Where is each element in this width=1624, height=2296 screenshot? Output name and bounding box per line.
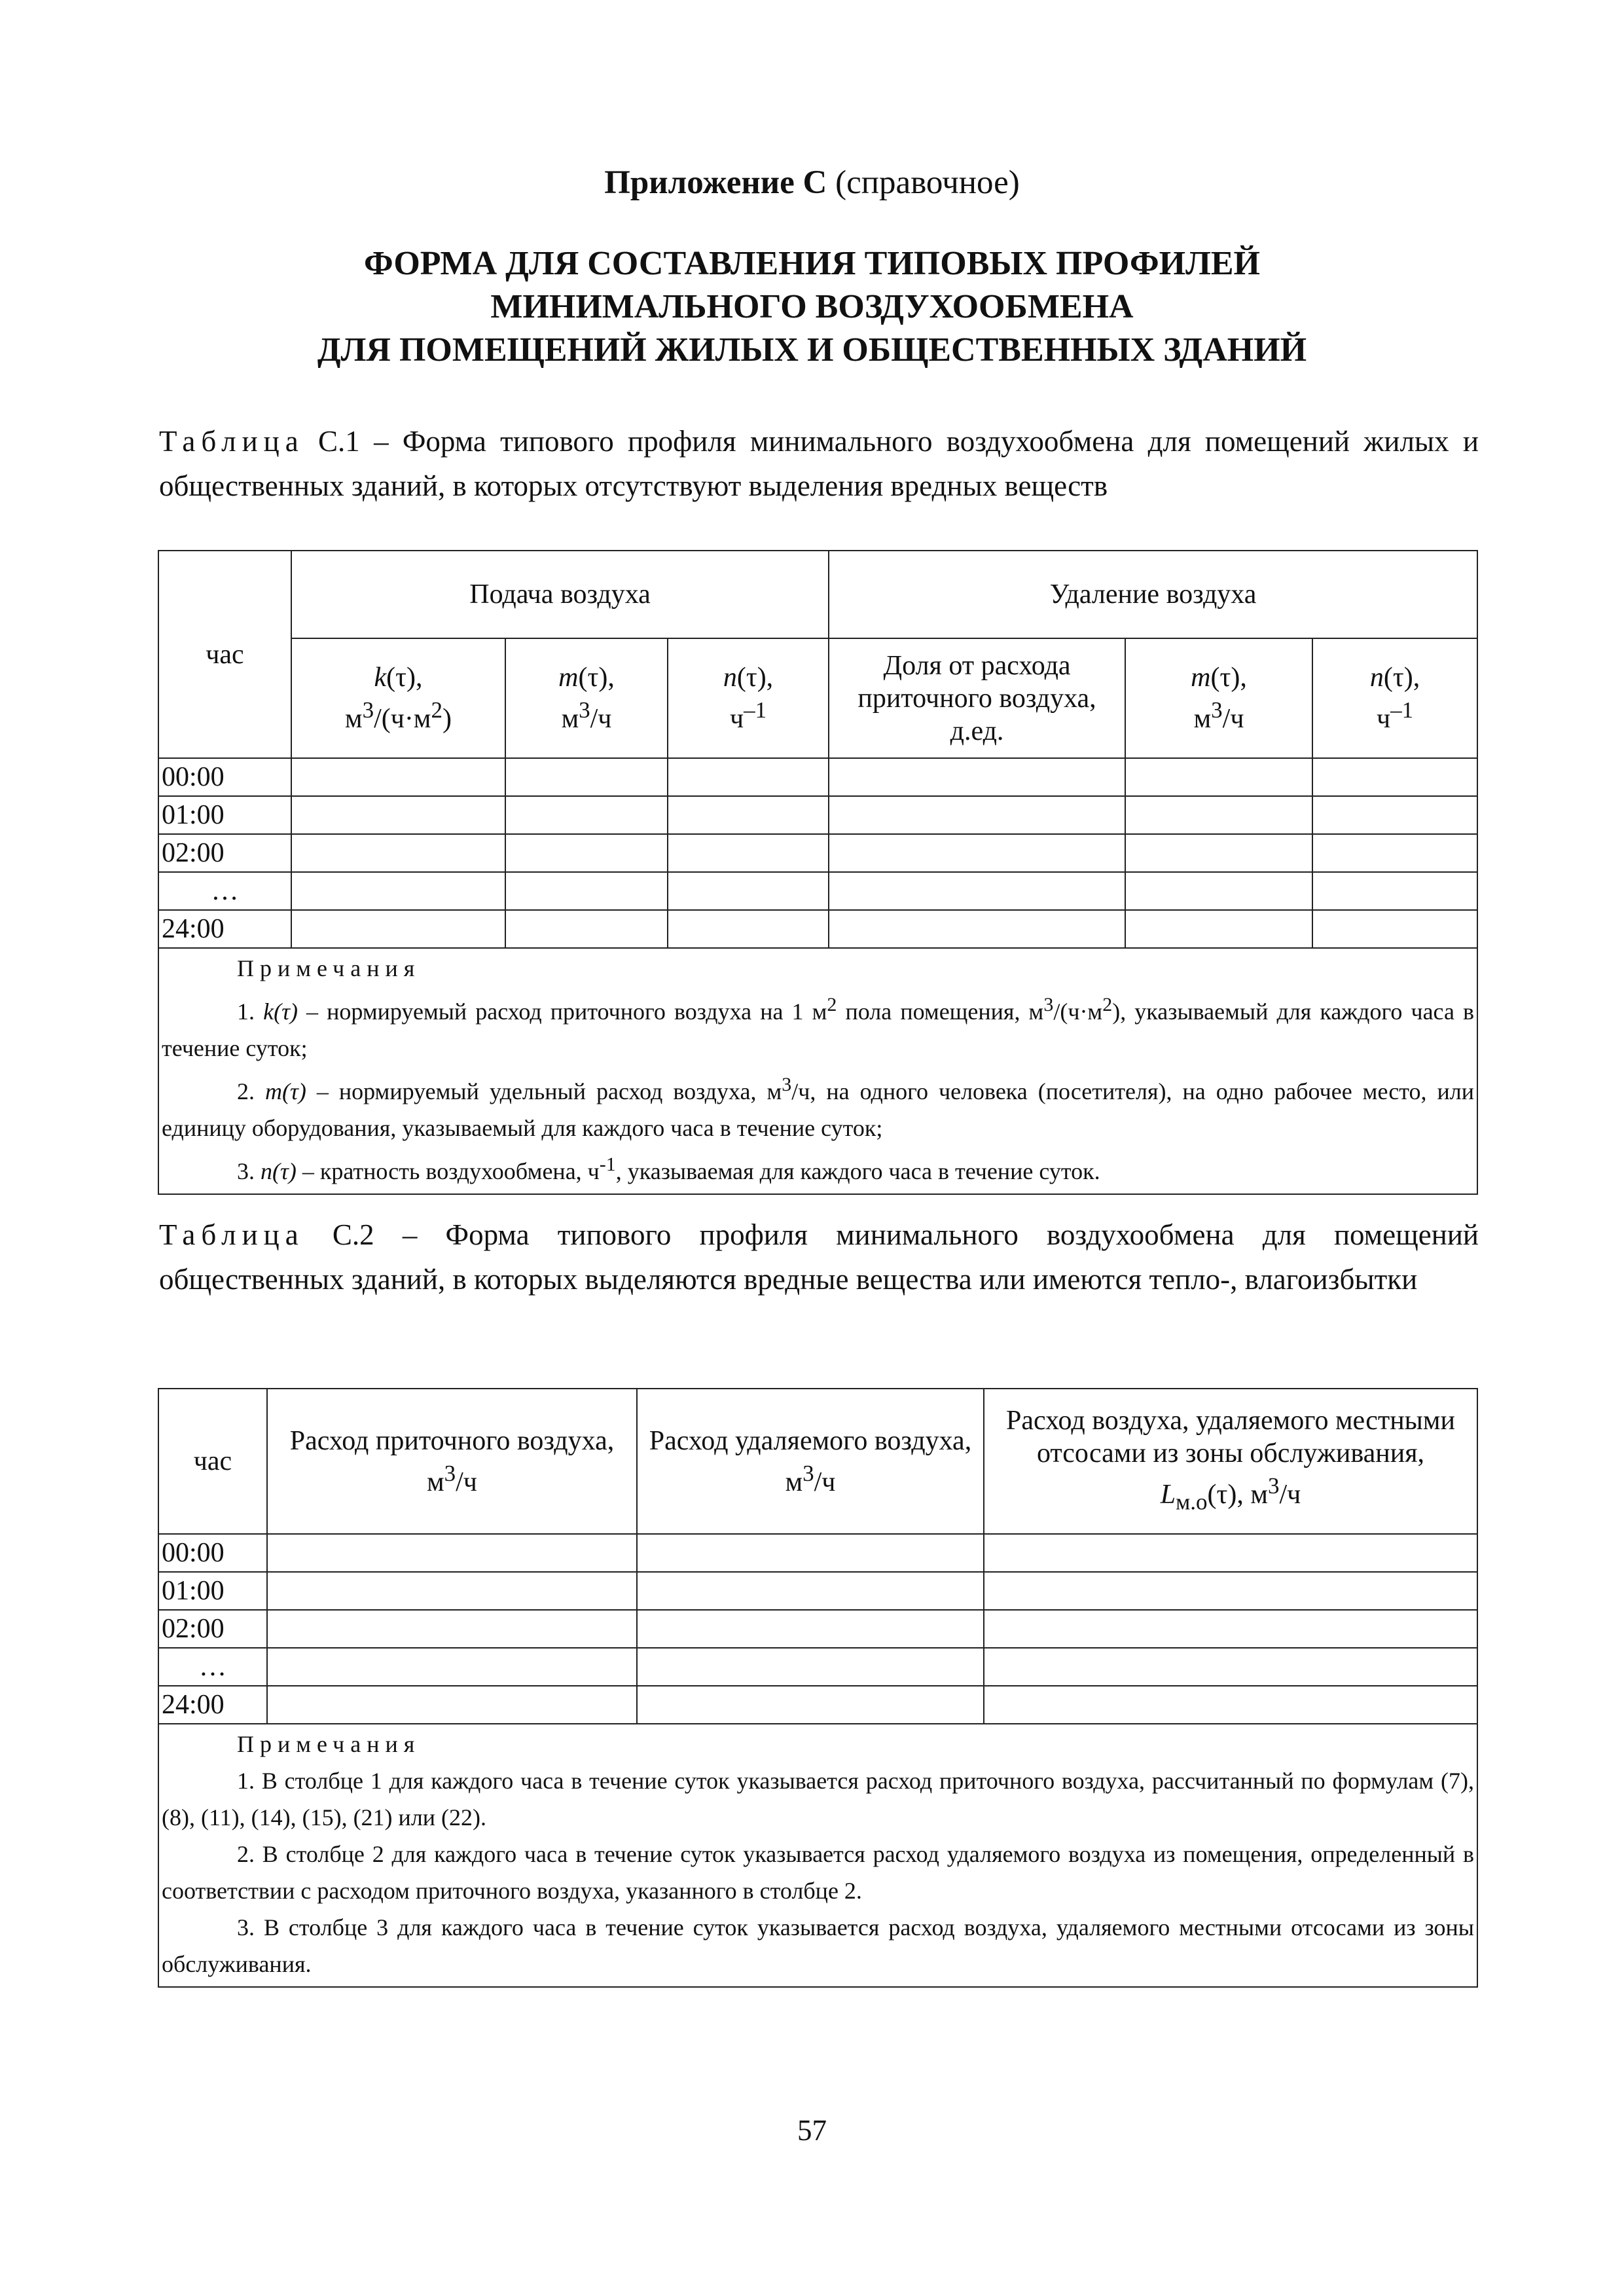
entry-cell[interactable]: [829, 834, 1125, 872]
hour-header: час: [158, 1389, 267, 1534]
appendix-label: Приложение С: [604, 164, 827, 201]
table2-caption: [159, 1212, 1479, 1302]
entry-cell[interactable]: [505, 910, 668, 948]
note-item: 1. k(τ) – нормируемый расход приточного воздуха на 1 $м^2$ пола помещения, $м^3/(ч\cdot м^2)$, указываемый для каждого часа в течение суток;: [162, 994, 1475, 1061]
entry-cell[interactable]: [984, 1686, 1477, 1724]
table-row: [158, 796, 1477, 834]
hour-cell: …: [158, 872, 291, 910]
table1: [158, 550, 1478, 1195]
entry-cell[interactable]: [637, 1686, 984, 1724]
table-row: [158, 1534, 1477, 1572]
notes-cell: [158, 948, 1477, 1194]
entry-cell[interactable]: [668, 834, 829, 872]
entry-cell[interactable]: [1312, 758, 1477, 796]
table-row: [158, 872, 1477, 910]
entry-cell[interactable]: [1312, 872, 1477, 910]
entry-cell[interactable]: [637, 1648, 984, 1686]
caption-word: Таблица: [159, 425, 304, 458]
entry-cell[interactable]: [1125, 796, 1312, 834]
caption-word: Таблица: [159, 1218, 304, 1251]
entry-cell[interactable]: [1125, 758, 1312, 796]
entry-cell[interactable]: [829, 910, 1125, 948]
note-item: 2. m(τ) – нормируемый удельный расход воздуха, $м^3/ч$, на одного человека (посетителя), на одно рабочее место, или единицу оборудования, указываемый для каждого часа в течение суток;: [162, 1074, 1475, 1141]
entry-cell[interactable]: [668, 910, 829, 948]
title-line: ФОРМА ДЛЯ СОСТАВЛЕНИЯ ТИПОВЫХ ПРОФИЛЕЙ: [364, 245, 1260, 282]
table-row: [158, 1648, 1477, 1686]
supply-header: Подача воздуха: [291, 551, 829, 638]
table-row: [158, 1610, 1477, 1648]
entry-cell[interactable]: [505, 834, 668, 872]
entry-cell[interactable]: [668, 758, 829, 796]
entry-cell[interactable]: [1125, 834, 1312, 872]
entry-cell[interactable]: [637, 1534, 984, 1572]
col-n: n(τ), $ч^{-1}$: [668, 638, 829, 758]
entry-cell[interactable]: [291, 758, 505, 796]
removal-header: Удаление воздуха: [829, 551, 1477, 638]
notes-row: [158, 948, 1477, 1194]
hour-cell: 01:00: [158, 1572, 267, 1610]
entry-cell[interactable]: [291, 796, 505, 834]
hour-cell: 00:00: [158, 1534, 267, 1572]
col-removal: Расход удаляемого воздуха, $м^3/ч$: [637, 1389, 984, 1534]
notes-cell: [158, 1724, 1477, 1987]
entry-cell[interactable]: [984, 1572, 1477, 1610]
hour-cell: 00:00: [158, 758, 291, 796]
table-row: [158, 1686, 1477, 1724]
col-n-removal: n(τ), $ч^{-1}$: [1312, 638, 1477, 758]
notes-heading: Примечания: [237, 955, 421, 981]
entry-cell[interactable]: [668, 872, 829, 910]
entry-cell[interactable]: [267, 1610, 637, 1648]
title-line: МИНИМАЛЬНОГО ВОЗДУХООБМЕНА: [490, 288, 1134, 325]
entry-cell[interactable]: [1125, 872, 1312, 910]
notes-heading: Примечания: [237, 1731, 421, 1757]
note-item: 3. n(τ) – кратность воздухообмена, $ч^{-1}$, указываемая для каждого часа в течение суток.: [237, 1154, 1100, 1184]
entry-cell[interactable]: [267, 1686, 637, 1724]
entry-cell[interactable]: [505, 796, 668, 834]
entry-cell[interactable]: [1312, 834, 1477, 872]
entry-cell[interactable]: [291, 834, 505, 872]
entry-cell[interactable]: [829, 758, 1125, 796]
page-title: [0, 242, 1624, 372]
entry-cell[interactable]: [267, 1648, 637, 1686]
entry-cell[interactable]: [505, 872, 668, 910]
appendix-qualifier: (справочное): [835, 164, 1020, 201]
entry-cell[interactable]: [291, 910, 505, 948]
hour-header: час: [158, 551, 291, 758]
note-item: 1. В столбце 1 для каждого часа в течение суток указывается расход приточного воздуха, рассчитанный по формулам (7), (8), (11), (14), (15), (21) или (22).: [162, 1768, 1474, 1831]
table-row: [158, 834, 1477, 872]
col-k: k(τ), $м^3/(ч\cdot м^2)$: [291, 638, 505, 758]
caption-text: С.2 – Форма типового профиля минимального воздухообмена для помещений общественных зданий, в которых выделяются вредные вещества или имеются тепло-, влагоизбытки: [159, 1218, 1479, 1296]
entry-cell[interactable]: [829, 872, 1125, 910]
hour-cell: 01:00: [158, 796, 291, 834]
entry-cell[interactable]: [1125, 910, 1312, 948]
appendix-heading: [0, 164, 1624, 202]
entry-cell[interactable]: [637, 1572, 984, 1610]
table-row: [158, 910, 1477, 948]
entry-cell[interactable]: [267, 1534, 637, 1572]
hour-cell: …: [158, 1648, 267, 1686]
caption-text: С.1 – Форма типового профиля минимального воздухообмена для помещений жилых и общественных зданий, в которых отсутствуют выделения вредных веществ: [159, 425, 1479, 502]
entry-cell[interactable]: [1312, 910, 1477, 948]
hour-cell: 02:00: [158, 834, 291, 872]
entry-cell[interactable]: [984, 1610, 1477, 1648]
note-item: 3. В столбце 3 для каждого часа в течение суток указывается расход воздуха, удаляемого местными отсосами из зоны обслуживания.: [162, 1914, 1474, 1977]
note-item: 2. В столбце 2 для каждого часа в течение суток указывается расход удаляемого воздуха из помещения, определенный в соответствии с расходом приточного воздуха, указанного в столбце 2.: [162, 1841, 1474, 1904]
entry-cell[interactable]: [668, 796, 829, 834]
table2: [158, 1388, 1478, 1988]
entry-cell[interactable]: [637, 1610, 984, 1648]
entry-cell[interactable]: [984, 1648, 1477, 1686]
hour-cell: 02:00: [158, 1610, 267, 1648]
hour-cell: 24:00: [158, 910, 291, 948]
entry-cell[interactable]: [829, 796, 1125, 834]
col-supply: Расход приточного воздуха, $м^3/ч$: [267, 1389, 637, 1534]
entry-cell[interactable]: [267, 1572, 637, 1610]
col-m-removal: m(τ), $м^3/ч$: [1125, 638, 1312, 758]
entry-cell[interactable]: [984, 1534, 1477, 1572]
notes-row: [158, 1724, 1477, 1987]
col-m: m(τ), $м^3/ч$: [505, 638, 668, 758]
page-number: 57: [797, 2114, 827, 2147]
title-line: ДЛЯ ПОМЕЩЕНИЙ ЖИЛЫХ И ОБЩЕСТВЕННЫХ ЗДАНИЙ: [317, 331, 1307, 369]
entry-cell[interactable]: [1312, 796, 1477, 834]
col-local-exhaust: Расход воздуха, удаляемого местными отсосами из зоны обслуживания, $L_{м.о}(\tau)$, $м^3/ч$: [984, 1389, 1477, 1534]
hour-cell: 24:00: [158, 1686, 267, 1724]
entry-cell[interactable]: [291, 872, 505, 910]
col-share: Доля от расхода приточного воздуха, д.ед.: [829, 638, 1125, 758]
table1-caption: [159, 419, 1479, 508]
table-row: [158, 1572, 1477, 1610]
entry-cell[interactable]: [505, 758, 668, 796]
table-row: [158, 758, 1477, 796]
